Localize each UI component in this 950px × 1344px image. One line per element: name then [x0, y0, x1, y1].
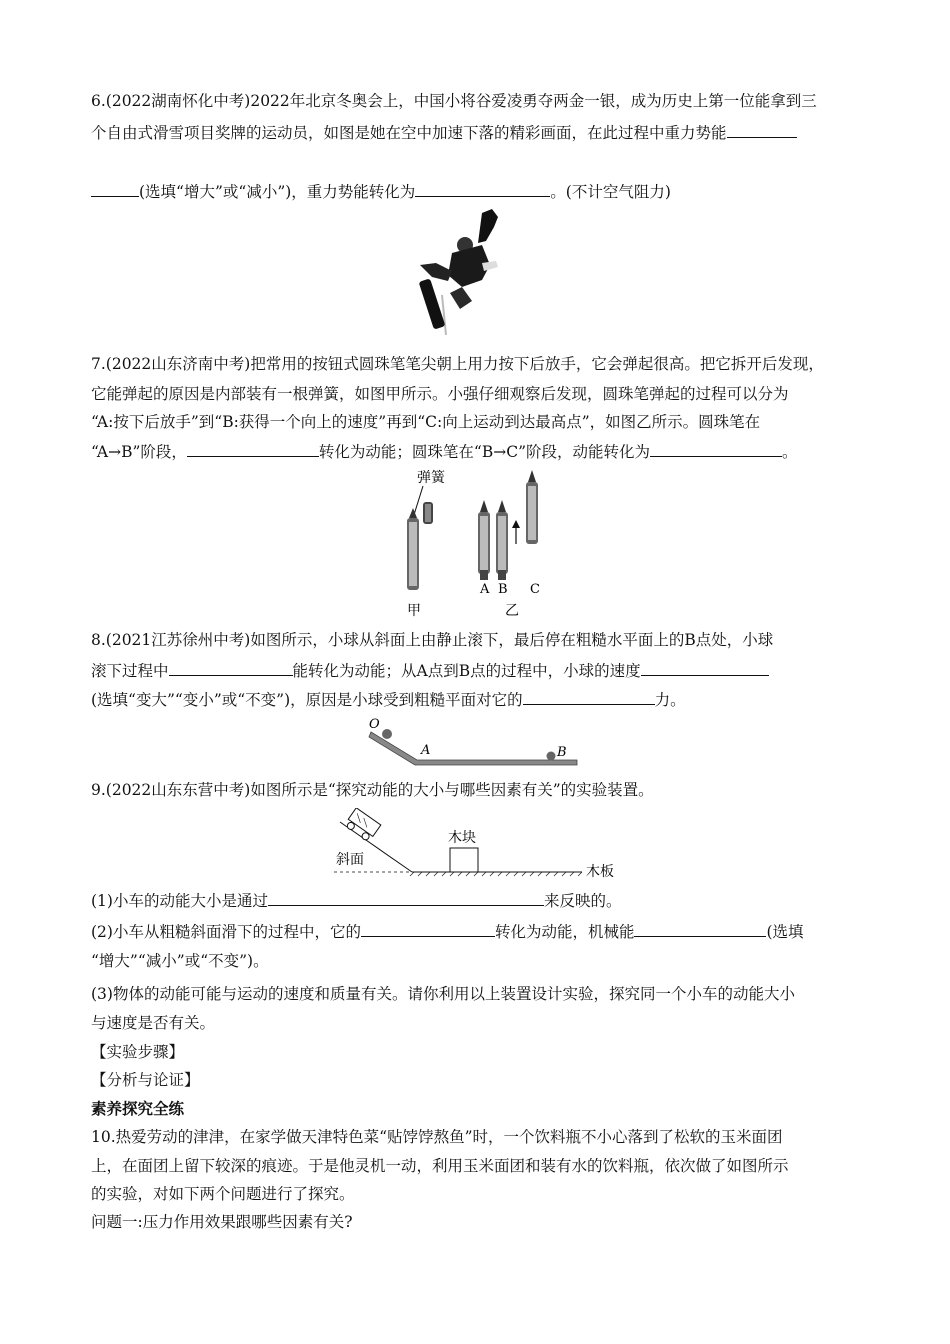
q9-blank-3[interactable] — [634, 920, 766, 937]
label-jia: 甲 — [407, 603, 421, 619]
q9-line-1: 9.(2022山东东营中考)如图所示是“探究动能的大小与哪些因素有关”的实验装置。 — [91, 781, 654, 799]
q9-part-3-line-2: 与速度是否有关。 — [91, 1014, 216, 1032]
skier-figure — [412, 205, 512, 335]
q10-line-1: 10.热爱劳动的津津，在家学做天津特色菜“贴饽饽熬鱼”时，一个饮料瓶不小心落到了松软的玉米面团 — [91, 1128, 783, 1146]
q10-line-4: 问题一:压力作用效果跟哪些因素有关? — [91, 1213, 353, 1231]
q8-line-1: 8.(2021江苏徐州中考)如图所示，小球从斜面上由静止滚下，最后停在粗糙水平面上的B点处，小球 — [91, 631, 774, 649]
wood-block — [450, 848, 478, 872]
q8-blank-2[interactable] — [641, 659, 769, 676]
q9-blank-1[interactable] — [268, 889, 544, 906]
label-yi: 乙 — [505, 603, 519, 619]
q7-line-4: “A→B”阶段， 转化为动能；圆珠笔在“B→C”阶段，动能转化为 。 — [91, 440, 798, 463]
ramp-figure — [365, 712, 585, 772]
q9-part-2-cont: “增大”“减小”或“不变”)。 — [91, 952, 269, 970]
q7-blank-2[interactable] — [650, 440, 782, 457]
q7-line-1: 7.(2022山东济南中考)把常用的按钮式圆珠笔笔尖朝上用力按下后放手，它会弹起很高。把它拆开后发现， — [91, 355, 824, 373]
pen-a — [478, 500, 490, 580]
q6-line-3: (选填“增大”或“减小”)，重力势能转化为 。(不计空气阻力) — [91, 180, 671, 203]
pen-figure — [395, 462, 555, 622]
q9-blank-2[interactable] — [361, 920, 495, 937]
q9-part-2: (2)小车从粗糙斜面滑下的过程中，它的 转化为动能，机械能 (选填 — [91, 920, 804, 943]
q6-blank-2[interactable] — [415, 180, 550, 197]
q8-blank-3[interactable] — [523, 688, 655, 705]
ball-o — [382, 729, 392, 739]
ball-b — [547, 752, 556, 761]
cart — [344, 808, 381, 843]
q8-line-3: (选填“变大”“变小”或“不变”)，原因是小球受到粗糙平面对它的 力。 — [91, 688, 686, 711]
label-c: C — [530, 582, 540, 597]
pen-body-jia — [407, 508, 419, 590]
label-b: B — [498, 582, 508, 597]
q8-blank-1[interactable] — [169, 659, 293, 676]
q9-part-3-line-1: (3)物体的动能可能与运动的速度和质量有关。请你利用以上装置设计实验，探究同一个小车的动能大小 — [91, 985, 795, 1003]
label-b: B — [557, 745, 567, 760]
q6-line-1: 6.(2022湖南怀化中考)2022年北京冬奥会上，中国小将谷爱凌勇夺两金一银，成为历史上第一位能拿到三 — [91, 92, 817, 110]
analysis-label: 【分析与论证】 — [91, 1071, 200, 1089]
label-block: 木块 — [448, 830, 476, 846]
q8-line-2: 滚下过程中 能转化为动能；从A点到B点的过程中，小球的速度 — [91, 659, 769, 682]
spring-label: 弹簧 — [417, 470, 445, 486]
experiment-steps-label: 【实验步骤】 — [91, 1043, 185, 1061]
q7-blank-1[interactable] — [187, 440, 319, 457]
q6-blank-1-cont[interactable] — [91, 180, 139, 197]
q9-part-1: (1)小车的动能大小是通过 来反映的。 — [91, 889, 621, 912]
q6-line-2: 个自由式滑雪项目奖牌的运动员，如图是她在空中加速下落的精彩画面，在此过程中重力势能 — [91, 121, 797, 144]
q7-line-3: “A:按下后放手”到“B:获得一个向上的速度”再到“C:向上运动到达最高点”，如图乙所示。圆珠笔在 — [91, 413, 761, 431]
pen-c — [526, 470, 538, 544]
label-board: 木板 — [586, 864, 614, 880]
section-title: 素养探究全练 — [91, 1099, 185, 1118]
q10-line-3: 的实验，对如下两个问题进行了探究。 — [91, 1185, 355, 1203]
label-slope: 斜面 — [336, 852, 364, 868]
cart-figure — [330, 808, 625, 880]
label-a: A — [480, 582, 490, 597]
label-a: A — [421, 743, 431, 758]
label-o: O — [369, 717, 380, 732]
q10-line-2: 上，在面团上留下较深的痕迹。于是他灵机一动，利用玉米面团和装有水的饮料瓶，依次做了如图所示 — [91, 1157, 789, 1175]
q6-blank-1[interactable] — [727, 121, 797, 138]
pen-b — [496, 500, 508, 580]
pen-cap-jia — [423, 502, 433, 524]
q7-line-2: 它能弹起的原因是内部装有一根弹簧，如图甲所示。小强仔细观察后发现，圆珠笔弹起的过程可以分为 — [91, 385, 789, 403]
